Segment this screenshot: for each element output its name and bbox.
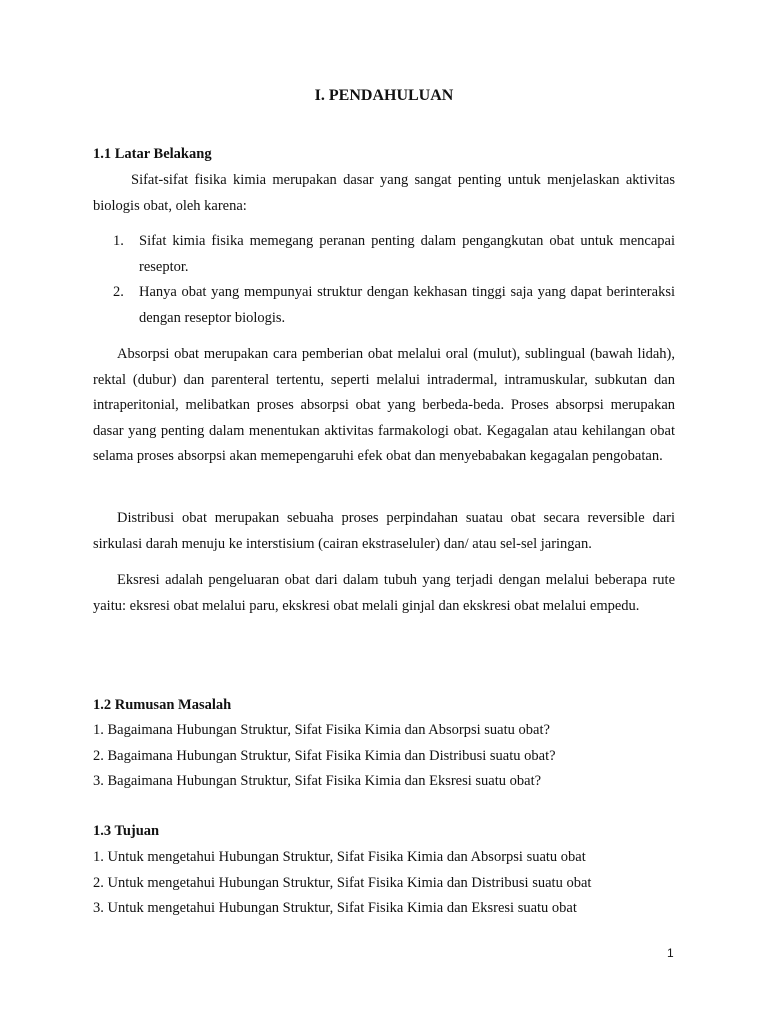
- numbered-list-reasons: [113, 229, 675, 331]
- paragraph-distribusi: Distribusi obat merupakan sebuaha proses perpindahan suatau obat secara reversible dari sirkulasi darah menuju ke interstisium (cairan ekstraseluler) dan/ atau sel-sel jaringan.: [93, 510, 675, 552]
- section-heading-tujuan: 1.3 Tujuan: [93, 823, 160, 839]
- list-item: 1. Bagaimana Hubungan Struktur, Sifat Fisika Kimia dan Absorpsi suatu obat?: [93, 722, 550, 738]
- section-heading-latar-belakang: 1.1 Latar Belakang: [93, 146, 212, 162]
- list-item: 2. Bagaimana Hubungan Struktur, Sifat Fisika Kimia dan Distribusi suatu obat?: [93, 747, 556, 764]
- list-item-number: 2.: [113, 284, 124, 300]
- chapter-title: I. PENDAHULUAN: [314, 87, 454, 104]
- page-number: 1: [667, 946, 674, 960]
- section-heading-rumusan-masalah: 1.2 Rumusan Masalah: [93, 697, 232, 713]
- list-tujuan: [93, 845, 683, 922]
- paragraph-intro: Sifat-sifat fisika kimia merupakan dasar yang sangat penting untuk menjelaskan aktivitas biologis obat, oleh karena:: [93, 172, 675, 214]
- paragraph-ekskresi: Eksresi adalah pengeluaran obat dari dalam tubuh yang terjadi dengan melalui beberapa rute yaitu: eksresi obat melalui paru, ekskresi obat melali ginjal dan ekskresi obat melalui empedu.: [93, 572, 675, 614]
- list-item: 2. Untuk mengetahui Hubungan Struktur, Sifat Fisika Kimia dan Distribusi suatu obat: [93, 874, 592, 891]
- list-item: 3. Bagaimana Hubungan Struktur, Sifat Fisika Kimia dan Eksresi suatu obat?: [93, 773, 542, 789]
- list-item: [113, 280, 675, 331]
- paragraph-absorpsi: Absorpsi obat merupakan cara pemberian obat melalui oral (mulut), sublingual (bawah lidah), rektal (dubur) dan parenteral tertentu, seperti melalui intradermal, intramuskular, subkutan dan intraperitonial, melibatkan proses absorpsi obat yang berbeda-beda. Proses absorpsi merupakan dasar yang penting dalam menentukan aktivitas farmakologi obat. Kegagalan atau kehilangan obat selama proses absorpsi akan memepengaruhi efek obat dan menyebabakan kegagalan pengobatan.: [93, 346, 675, 464]
- list-item: 3. Untuk mengetahui Hubungan Struktur, Sifat Fisika Kimia dan Eksresi suatu obat: [93, 900, 577, 916]
- list-item-number: 1.: [113, 233, 124, 249]
- list-item-text: Hanya obat yang mempunyai struktur dengan kekhasan tinggi saja yang dapat berinteraksi dengan reseptor biologis.: [139, 284, 675, 326]
- list-item-text: Sifat kimia fisika memegang peranan penting dalam pengangkutan obat untuk mencapai reseptor.: [139, 233, 675, 275]
- list-item: [113, 229, 675, 280]
- list-rumusan-masalah: [93, 718, 683, 795]
- list-item: 1. Untuk mengetahui Hubungan Struktur, Sifat Fisika Kimia dan Absorpsi suatu obat: [93, 849, 586, 865]
